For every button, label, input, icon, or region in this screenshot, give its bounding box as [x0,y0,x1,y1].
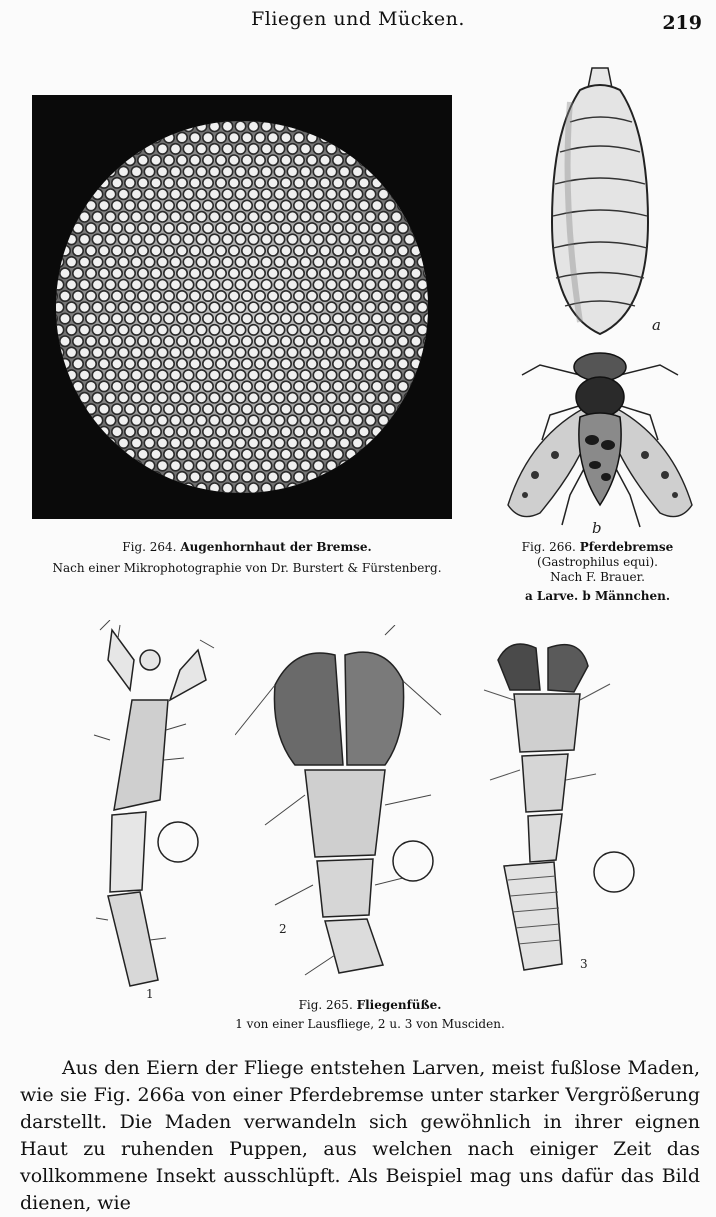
fig265-subtitle: 1 von einer Lausfliege, 2 u. 3 von Musciden. [235,1017,505,1031]
fig264-caption-line1 [32,540,462,555]
fig266-label: Fig. 266. [521,540,576,554]
fig266-legend: a Larve. b Männchen. [524,589,671,603]
horse-botfly-male [500,345,700,535]
compound-eye-facets [32,95,452,519]
fig264-micrograph [32,95,452,519]
fly-foot-1-louse-fly [90,620,220,1000]
fig266-credit: Nach F. Brauer. [550,570,645,584]
fig265-leg-label-2: 2 [279,922,287,936]
fig264-title: Augenhornhaut der Bremse. [180,540,372,554]
page-number: 219 [662,12,702,34]
body-text [20,1055,700,1217]
fig266-marker-a: a [652,316,661,334]
fig265-leg-label-1: 1 [146,987,154,1000]
fig266-latin-name: (Gastrophilus equi). [537,555,658,569]
fly-foot-3-muscid [470,630,640,975]
fig264-label: Fig. 264. [122,540,177,554]
fig265-title: Fliegenfüße. [356,998,442,1012]
fig266-marker-b: b [592,519,602,535]
fig264-credit: Nach einer Mikrophotographie von Dr. Burstert & Fürstenberg. [52,561,442,575]
fig265-leg-label-3: 3 [580,957,588,971]
horse-botfly-larva [540,62,680,342]
fig265-label: Fig. 265. [298,998,353,1012]
fly-foot-2-muscid [235,625,445,985]
fig266-title: Pferdebremse [579,540,674,554]
body-paragraph: Aus den Eiern der Fliege entstehen Larven, meist fußlose Maden, wie sie Fig. 266a von einer Pferdebremse unter starker Vergrößerung darstellt. Die Maden verwandeln sich gewöhnlich in ihrer eignen Haut zu ruhenden Puppen, aus welchen nach einiger Zeit das vollkommene Insekt ausschlüpft. Als Beispiel mag uns dafür das Bild dienen, wie [20,1057,700,1214]
running-title: Fliegen und Mücken. [251,8,465,30]
